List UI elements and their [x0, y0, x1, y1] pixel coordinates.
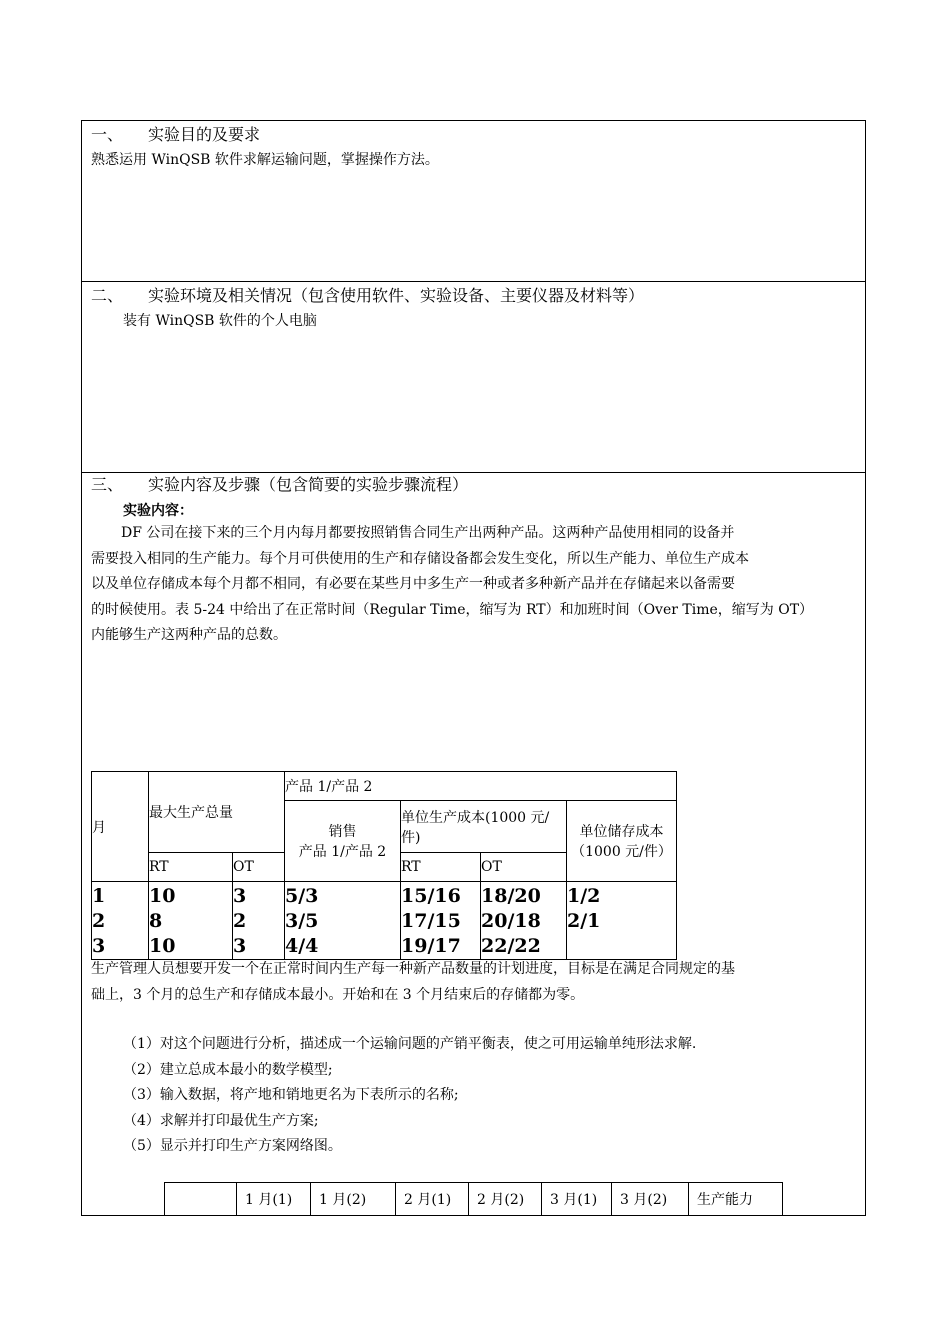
month-cell: 1 2 3 — [92, 882, 149, 960]
table-row — [165, 1183, 783, 1216]
section-number: 一、 — [91, 125, 124, 144]
header-storage-cost: 单位储存成本（1000 元/件） — [567, 801, 677, 882]
list-item: （5）显示并打印生产方案网络图。 — [123, 1138, 342, 1154]
list-item: （3）输入数据，将产地和销地更名为下表所示的名称; — [123, 1087, 459, 1103]
header-cell: 生产能力 — [689, 1183, 783, 1216]
header-cell: 2 月(2) — [469, 1183, 542, 1216]
section-heading — [91, 472, 468, 495]
header-cell: 2 月(1) — [396, 1183, 469, 1216]
paragraph-line: 需要投入相同的生产能力。每个月可供使用的生产和存储设备都会发生变化，所以生产能力、单位生产成本 — [91, 550, 749, 567]
section-title: 实验环境及相关情况（包含使用软件、实验设备、主要仪器及材料等） — [148, 286, 645, 305]
section-body: 熟悉运用 WinQSB 软件求解运输问题，掌握操作方法。 — [91, 152, 439, 168]
table-row — [92, 882, 677, 960]
header-cell — [165, 1183, 237, 1216]
list-item: （4）求解并打印最优生产方案; — [123, 1112, 319, 1129]
header-cell: 3 月(1) — [542, 1183, 612, 1216]
header-ot: OT — [233, 853, 285, 882]
header-ot: OT — [481, 853, 567, 882]
steps-list — [123, 1032, 863, 1160]
section-number: 三、 — [91, 475, 124, 494]
goal-paragraph — [91, 957, 861, 1008]
problem-paragraph — [91, 521, 861, 649]
header-cell: 1 月(1) — [237, 1183, 311, 1216]
report-form — [81, 120, 866, 1216]
paragraph-line: 内能够生产这两种产品的总数。 — [91, 627, 287, 643]
section-title: 实验目的及要求 — [148, 125, 261, 144]
cost-rt-cell: 15/16 17/15 19/17 — [401, 882, 481, 960]
header-cell: 1 月(2) — [311, 1183, 396, 1216]
section-body: 装有 WinQSB 软件的个人电脑 — [123, 313, 317, 329]
max-ot-cell: 3 2 3 — [233, 882, 285, 960]
sales-cell: 5/3 3/5 4/4 — [285, 882, 401, 960]
transport-table-header — [164, 1182, 783, 1216]
header-cell: 3 月(2) — [612, 1183, 689, 1216]
max-rt-cell: 10 8 10 — [149, 882, 233, 960]
section-number: 二、 — [91, 286, 124, 305]
header-rt: RT — [401, 853, 481, 882]
section-heading — [91, 283, 644, 306]
paragraph-line: 础上，3 个月的总生产和存储成本最小。开始和在 3 个月结束后的存储都为零。 — [91, 986, 585, 1003]
paragraph-line: DF 公司在接下来的三个月内每月都要按照销售合同生产出两种产品。这两种产品使用相同的设备并 — [121, 525, 735, 541]
header-rt: RT — [149, 853, 233, 882]
paragraph-line: 以及单位存储成本每个月都不相同，有必要在某些月中多生产一种或者多种新产品并在存储起来以备需要 — [91, 576, 735, 592]
header-sales: 销售 产品 1/产品 2 — [285, 801, 401, 882]
header-month: 月 — [92, 772, 149, 882]
storage-cell: 1/2 2/1 — [567, 882, 677, 960]
paragraph-line: 的时候使用。表 5-24 中给出了在正常时间（Regular Time，缩写为 RT）和加班时间（Over Time，缩写为 OT） — [91, 601, 814, 618]
content-subtitle: 实验内容： — [123, 503, 193, 519]
list-item: （1）对这个问题进行分析，描述成一个运输问题的产销平衡表，使之可用运输单纯形法求解. — [123, 1036, 697, 1052]
list-item: （2）建立总成本最小的数学模型; — [123, 1061, 333, 1078]
header-max-production: 最大生产总量 — [149, 772, 285, 853]
header-product: 产品 1/产品 2 — [285, 772, 677, 801]
section-heading — [91, 122, 260, 145]
section-title: 实验内容及步骤（包含简要的实验步骤流程） — [148, 475, 469, 494]
cost-ot-cell: 18/20 20/18 22/22 — [481, 882, 567, 960]
production-data-table — [91, 771, 677, 960]
section-environment — [82, 281, 865, 473]
paragraph-line: 生产管理人员想要开发一个在正常时间内生产每一种新产品数量的计划进度，目标是在满足合同规定的基 — [91, 961, 735, 977]
header-unit-cost: 单位生产成本(1000 元/件) — [401, 801, 567, 853]
section-objectives — [82, 121, 865, 282]
